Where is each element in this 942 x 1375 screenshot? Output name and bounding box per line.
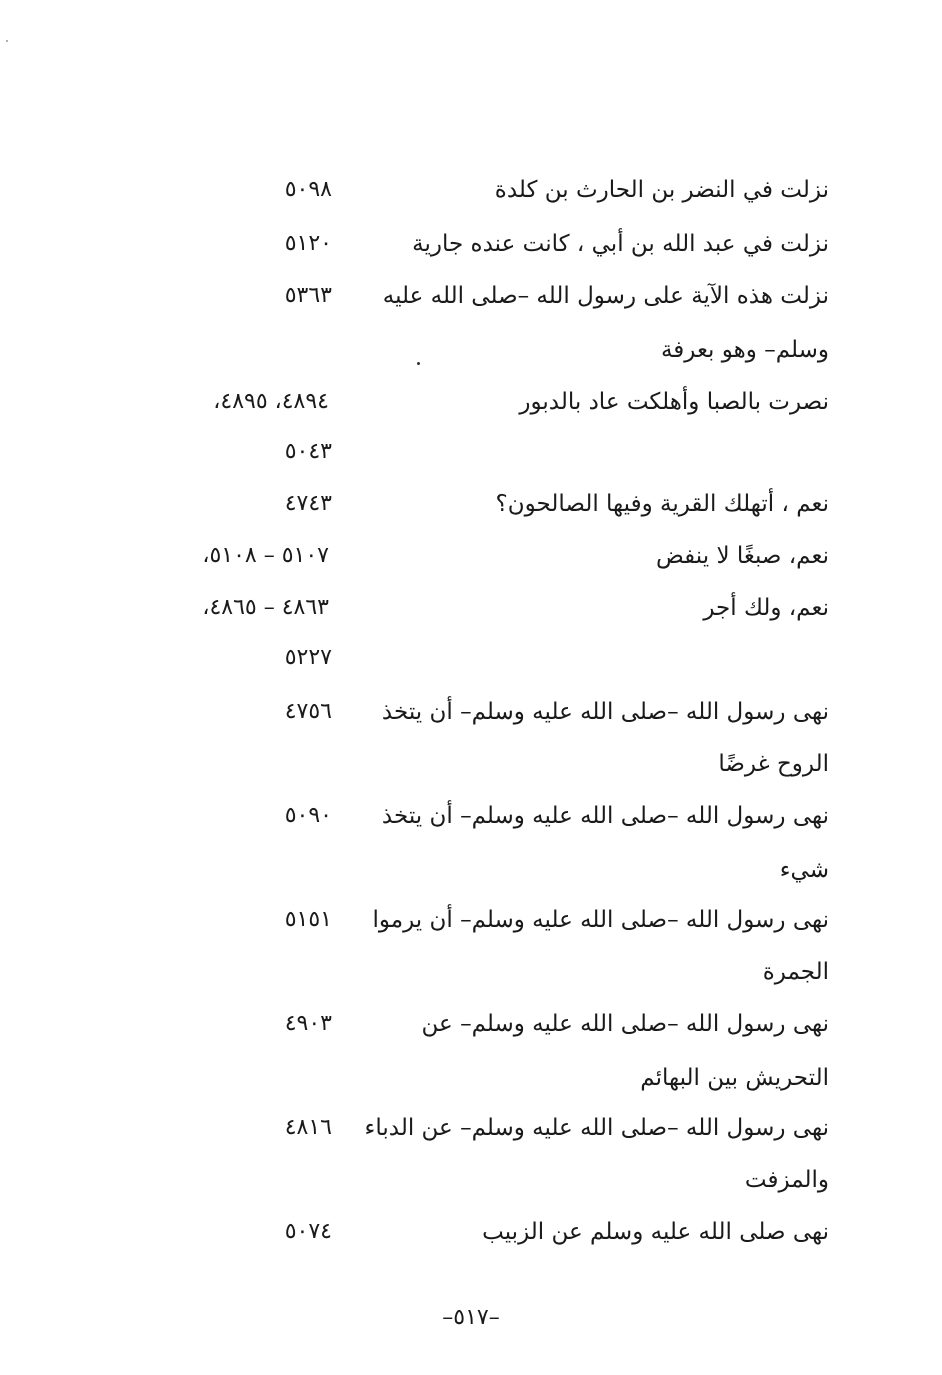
entry-reference: ٤٧٥٦	[284, 699, 332, 724]
entry-text: الجمرة	[762, 959, 829, 985]
ink-speck	[6, 40, 8, 42]
index-entry-continuation	[0, 432, 942, 472]
entry-reference: ٥١٠٧ – ٥١٠٨،	[202, 543, 329, 568]
index-entry	[0, 170, 942, 210]
index-entry	[0, 382, 942, 422]
index-entry-continuation	[0, 1160, 942, 1200]
entry-text: نهى رسول الله –صلى الله عليه وسلم– عن الدباء	[364, 1115, 829, 1141]
entry-reference: ٤٧٤٣	[284, 491, 332, 516]
index-entry	[0, 692, 942, 732]
entry-text: نزلت في عبد الله بن أبي ، كانت عنده جارية	[412, 231, 829, 257]
entry-text: نهى رسول الله –صلى الله عليه وسلم– عن	[421, 1011, 829, 1037]
ink-speck	[417, 362, 420, 365]
entry-reference: ٥١٢٠	[284, 231, 332, 256]
entry-reference: ٤٩٠٣	[284, 1011, 332, 1036]
entry-text: نهى رسول الله –صلى الله عليه وسلم– أن يتخذ	[381, 803, 829, 829]
entry-text: نزلت في النضر بن الحارث بن كلدة	[494, 177, 829, 203]
entry-text: نهى رسول الله –صلى الله عليه وسلم– أن يتخذ	[381, 699, 829, 725]
entry-text: نهى صلى الله عليه وسلم عن الزبيب	[482, 1219, 829, 1245]
entry-reference: ٤٨٦٣ – ٤٨٦٥،	[202, 595, 329, 620]
index-entry	[0, 588, 942, 628]
index-entry-continuation	[0, 1058, 942, 1098]
page-number: –٥١٧–	[442, 1305, 500, 1330]
entry-text: نعم، ولك أجر	[703, 595, 829, 621]
entry-text: نعم ، أتهلك القرية وفيها الصالحون؟	[495, 491, 829, 517]
entry-reference: ٥٣٦٣	[284, 283, 332, 308]
index-entry-continuation	[0, 850, 942, 890]
index-entry	[0, 900, 942, 940]
entry-text: والمزفت	[744, 1167, 829, 1193]
entry-text: شيء	[779, 857, 829, 883]
index-entry	[0, 1004, 942, 1044]
entry-text: نصرت بالصبا وأهلكت عاد بالدبور	[519, 389, 829, 415]
entry-text: التحريش بين البهائم	[640, 1065, 829, 1091]
entry-reference: ٥٠٤٣	[284, 439, 332, 464]
entry-text: وسلم– وهو بعرفة	[660, 337, 829, 363]
index-entry	[0, 276, 942, 316]
entry-reference: ٥٠٧٤	[284, 1219, 332, 1244]
entry-reference: ٤٨١٦	[284, 1115, 332, 1140]
index-entry	[0, 536, 942, 576]
entry-text: الروح غرضًا	[718, 751, 829, 777]
entry-text: نزلت هذه الآية على رسول الله –صلى الله عليه	[382, 283, 829, 309]
index-entry-continuation	[0, 330, 942, 370]
entry-reference: ٥٠٩٨	[284, 177, 332, 202]
index-entry-continuation	[0, 638, 942, 678]
entry-text: نهى رسول الله –صلى الله عليه وسلم– أن يرموا	[372, 907, 829, 933]
entry-text: نعم، صبغًا لا ينفض	[655, 543, 829, 569]
entry-reference: ٥١٥١	[284, 907, 332, 932]
entry-reference: ٤٨٩٤، ٤٨٩٥،	[213, 389, 329, 414]
index-entry	[0, 1108, 942, 1148]
entry-reference: ٥٢٢٧	[284, 645, 332, 670]
index-entry	[0, 1212, 942, 1252]
index-entry	[0, 796, 942, 836]
entry-reference: ٥٠٩٠	[284, 803, 332, 828]
index-entry-continuation	[0, 952, 942, 992]
index-entry	[0, 224, 942, 264]
index-entry	[0, 484, 942, 524]
index-entry-continuation	[0, 744, 942, 784]
